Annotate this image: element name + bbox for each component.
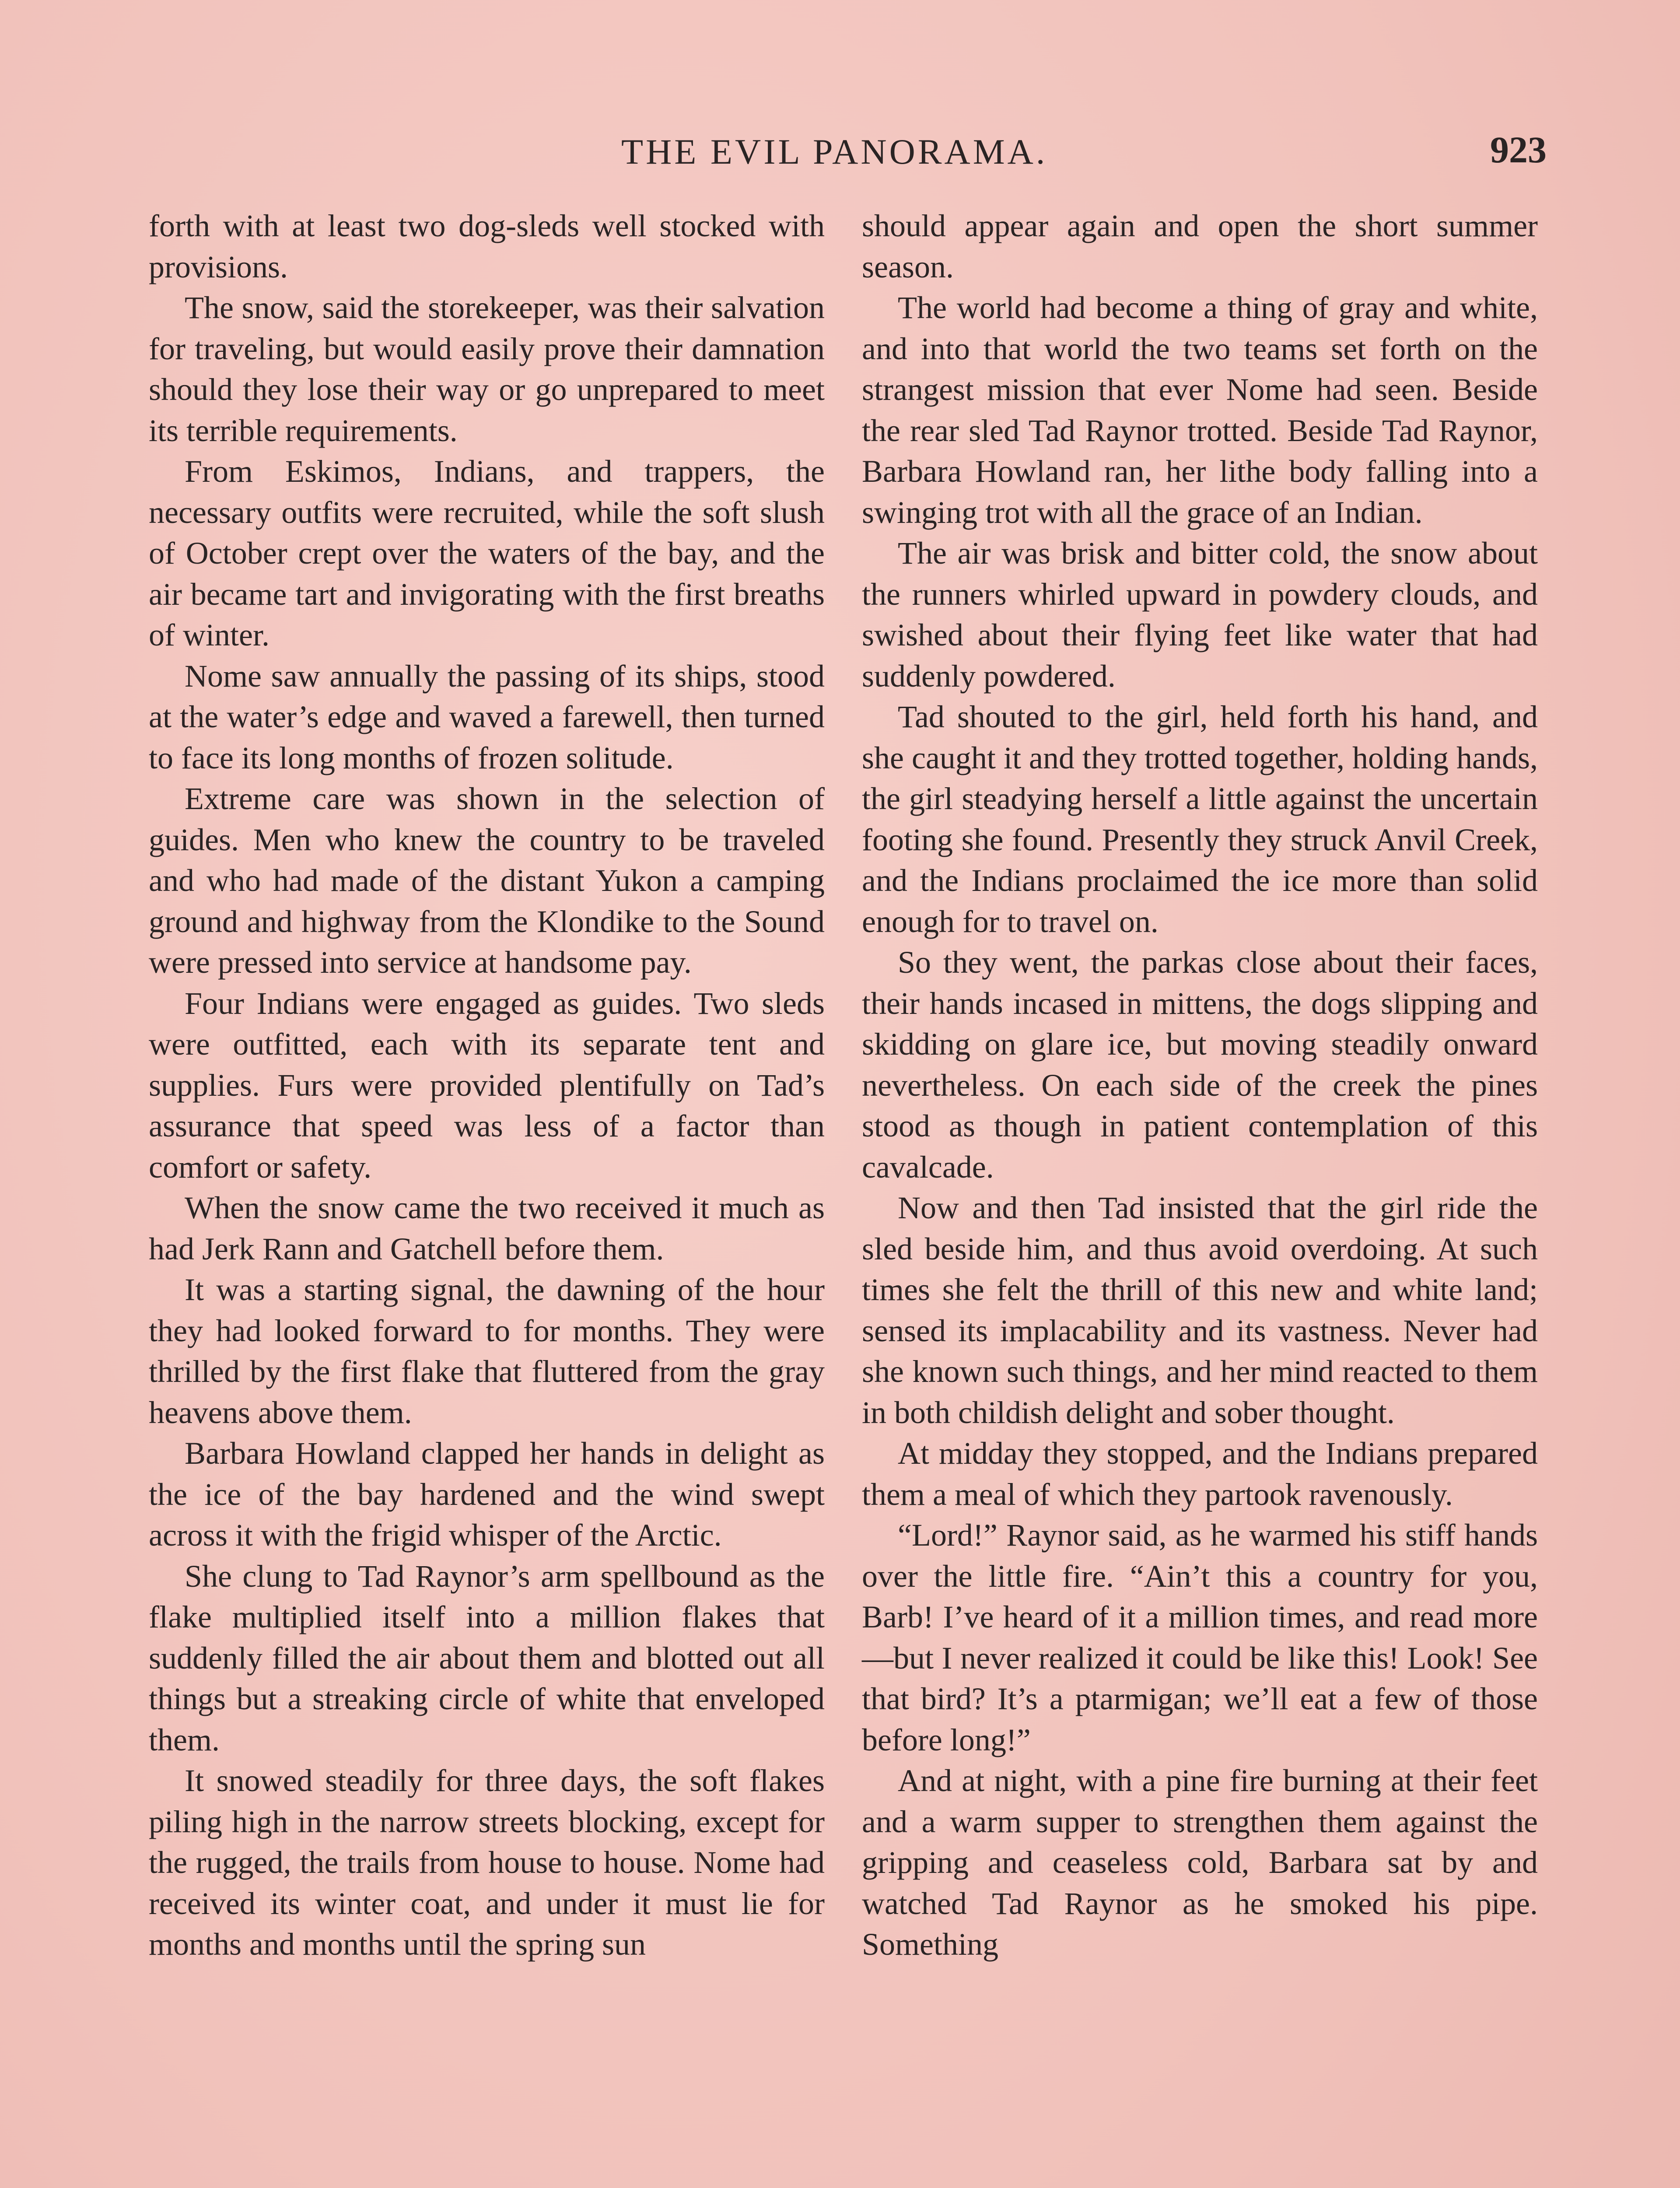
paragraph: Tad shouted to the girl, held forth his hand, and she caught it and they trotted together, holding hands, the girl steadying herself a little against the uncertain footing she found. Presently they struck Anvil Creek, and the Indians proclaimed the ice more than solid enough for to travel on.: [862, 699, 1538, 939]
paragraph: At midday they stopped, and the Indians prepared them a meal of which they partook ravenously.: [862, 1436, 1538, 1512]
paragraph: It snowed steadily for three days, the soft flakes piling high in the narrow streets blocking, except for the rugged, the trails from house to house. Nome had received its winter coat, and under it must lie for months and months until the spring sun: [149, 1763, 825, 1962]
paragraph: She clung to Tad Raynor’s arm spellbound as the flake multiplied itself into a million flakes that suddenly filled the air about them and blotted out all things but a streaking circle of white that enveloped them.: [149, 1558, 825, 1757]
paragraph: “Lord!” Raynor said, as he warmed his stiff hands over the little fire. “Ain’t this a country for you, Barb! I’ve heard of it a million times, and read more—but I never realized it could be like this! Look! See that bird? It’s a ptarmigan; we’ll eat a few of those before long!”: [862, 1518, 1538, 1757]
paragraph: Four Indians were engaged as guides. Two sleds were outfitted, each with its separate tent and supplies. Furs were provided plentifully on Tad’s assurance that speed was less of a factor than comfort or safety.: [149, 985, 825, 1185]
page-number: 923: [1490, 129, 1547, 171]
paragraph: Extreme care was shown in the selection of guides. Men who knew the country to be traveled and who had made of the distant Yukon a camping ground and highway from the Klondike to the Sound were pressed into service at handsome pay.: [149, 781, 825, 980]
paragraph: should appear again and open the short summer season.: [862, 208, 1538, 284]
paragraph: The air was brisk and bitter cold, the snow about the runners whirled upward in powdery clouds, and swished about their flying feet like water that had suddenly powdered.: [862, 536, 1538, 694]
paragraph: The world had become a thing of gray and white, and into that world the two teams set forth on the strangest mission that ever Nome had seen. Beside the rear sled Tad Raynor trotted. Beside Tad Raynor, Barbara Howland ran, her lithe body falling into a swinging trot with all the grace of an Indian.: [862, 290, 1538, 530]
paragraph: Now and then Tad insisted that the girl ride the sled beside him, and thus avoid overdoing. At such times she felt the thrill of this new and white land; sensed its implacability and its vastness. Never had she known such things, and her mind reacted to them in both childish delight and sober thought.: [862, 1190, 1538, 1430]
paragraph: Barbara Howland clapped her hands in delight as the ice of the bay hardened and the wind swept across it with the frigid whisper of the Arctic.: [149, 1436, 825, 1553]
paragraph: From Eskimos, Indians, and trappers, the necessary outfits were recruited, while the soft slush of October crept over the waters of the bay, and the air became tart and invigorating with the first breaths of winter.: [149, 454, 825, 652]
paragraph: When the snow came the two received it much as had Jerk Rann and Gatchell before them.: [149, 1190, 825, 1266]
right-column: [862, 206, 1538, 1965]
paragraph: Nome saw annually the passing of its ships, stood at the water’s edge and waved a farewell, then turned to face its long months of frozen solitude.: [149, 658, 825, 775]
paragraph: It was a starting signal, the dawning of the hour they had looked forward to for months. They were thrilled by the first flake that fluttered from the gray heavens above them.: [149, 1272, 825, 1430]
paragraph: So they went, the parkas close about their faces, their hands incased in mittens, the dogs slipping and skidding on glare ice, but moving steadily onward nevertheless. On each side of the creek the pines stood as though in patient contemplation of this cavalcade.: [862, 945, 1538, 1185]
running-title: THE EVIL PANORAMA.: [621, 132, 1048, 172]
paragraph: And at night, with a pine fire burning at their feet and a warm supper to strengthen them against the gripping and ceaseless cold, Barbara sat by and watched Tad Raynor as he smoked his pipe. Something: [862, 1763, 1538, 1962]
left-column: [149, 206, 825, 1965]
paragraph: forth with at least two dog-sleds well stocked with provisions.: [149, 208, 825, 284]
paragraph: The snow, said the storekeeper, was their salvation for traveling, but would easily prove their damnation should they lose their way or go unprepared to meet its terrible requirements.: [149, 290, 825, 448]
